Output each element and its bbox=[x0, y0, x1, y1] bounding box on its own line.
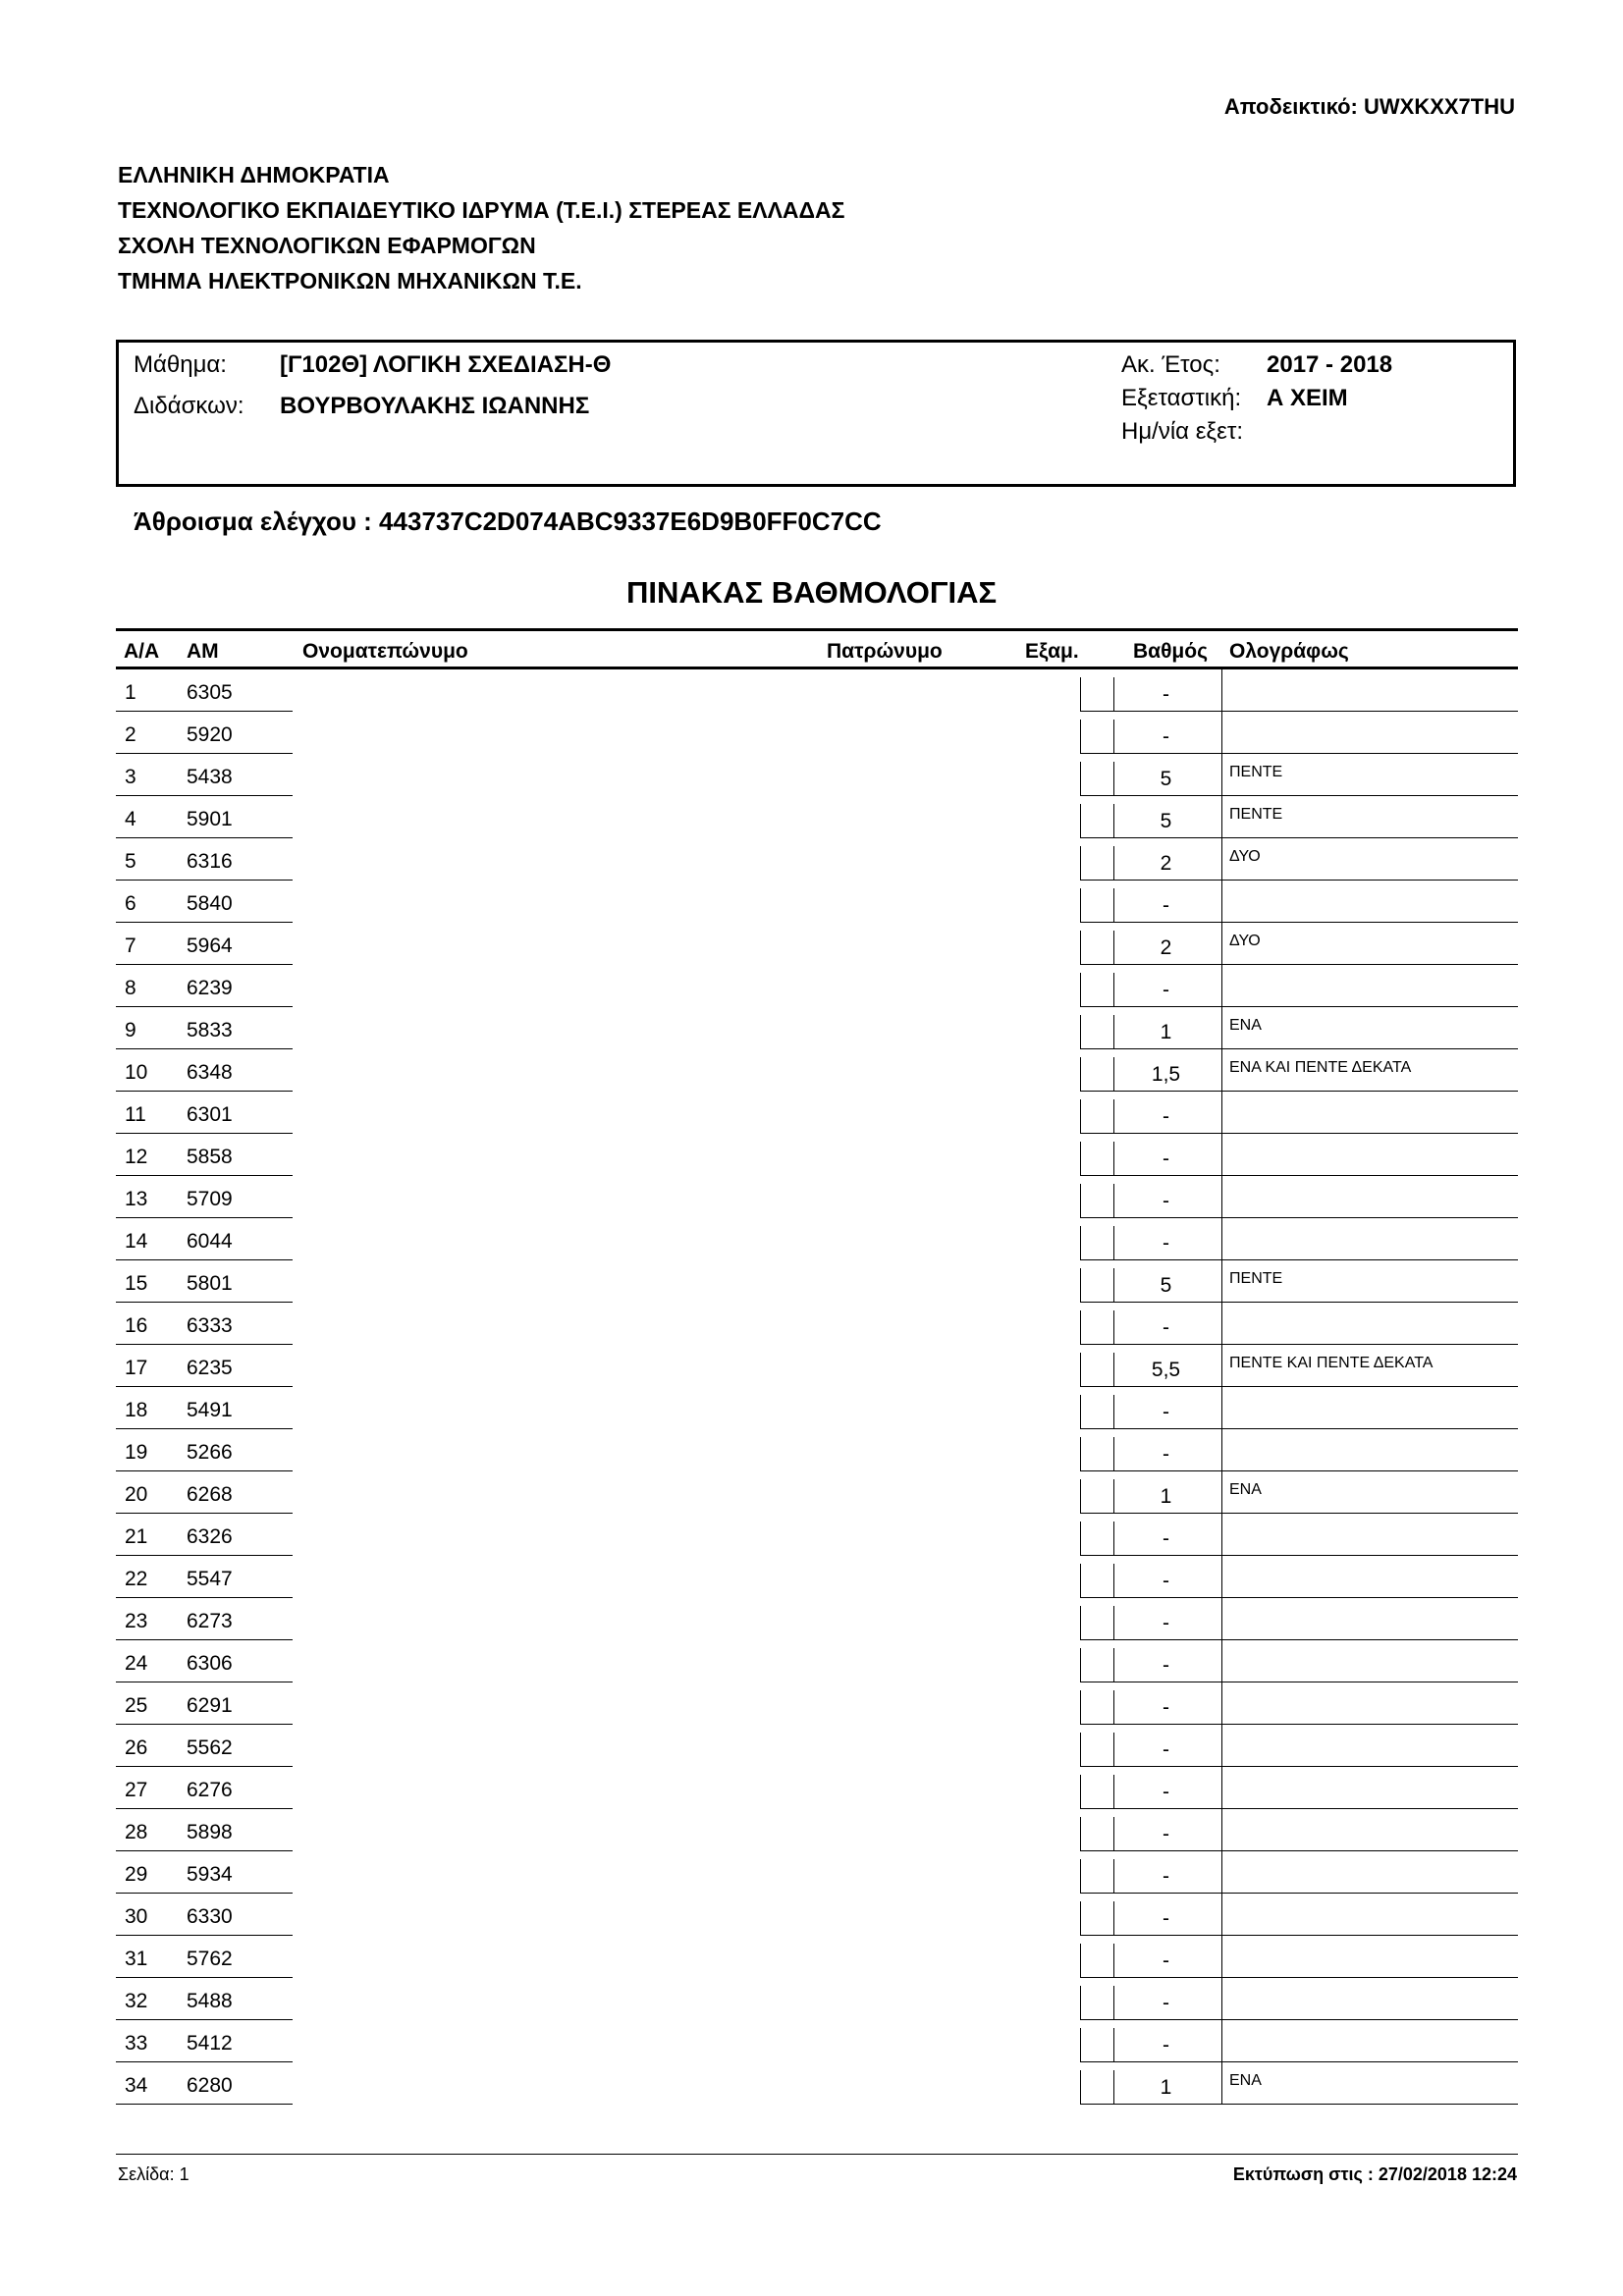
course-label: Μάθημα: bbox=[134, 351, 227, 378]
col-am-header: ΑΜ bbox=[187, 640, 219, 663]
row-aa: 23 bbox=[125, 1610, 148, 1632]
row-am: 6305 bbox=[187, 681, 233, 704]
row-grade: - bbox=[1163, 1781, 1169, 1803]
row-am: 6273 bbox=[187, 1610, 233, 1632]
row-rule bbox=[1221, 1809, 1222, 1850]
row-rule bbox=[1113, 1479, 1114, 1513]
row-am: 6276 bbox=[187, 1779, 233, 1801]
row-am: 6333 bbox=[187, 1314, 233, 1337]
row-am: 6326 bbox=[187, 1525, 233, 1548]
institution-header bbox=[118, 157, 844, 298]
row-rule bbox=[1080, 1901, 1081, 1935]
row-rule bbox=[1113, 1268, 1114, 1302]
row-rule bbox=[1113, 1775, 1114, 1808]
row-rule bbox=[1080, 1015, 1081, 1048]
exam-period-value: Α ΧΕΙΜ bbox=[1267, 385, 1348, 411]
row-rule bbox=[1113, 888, 1114, 922]
row-rule bbox=[1113, 2028, 1114, 2061]
row-rule bbox=[1080, 1057, 1081, 1091]
row-rule bbox=[1113, 1057, 1114, 1091]
row-rule bbox=[1221, 923, 1222, 964]
row-rule bbox=[1113, 677, 1114, 711]
row-rule bbox=[1221, 1767, 1222, 1808]
row-am: 5547 bbox=[187, 1568, 233, 1590]
teacher-label: Διδάσκων: bbox=[134, 393, 244, 419]
col-father-header: Πατρώνυμο bbox=[827, 640, 943, 663]
table-row bbox=[0, 712, 1623, 754]
row-rule bbox=[1221, 838, 1222, 880]
row-aa: 7 bbox=[125, 934, 136, 957]
row-am: 5920 bbox=[187, 723, 233, 746]
row-am: 6239 bbox=[187, 977, 233, 999]
row-grade: 5,5 bbox=[1151, 1359, 1181, 1381]
row-rule bbox=[1113, 1099, 1114, 1133]
row-grade: - bbox=[1163, 1654, 1169, 1677]
row-grade: - bbox=[1163, 1738, 1169, 1761]
row-rule bbox=[1080, 2028, 1081, 2061]
row-rule bbox=[1113, 1564, 1114, 1597]
row-grade: - bbox=[1163, 1907, 1169, 1930]
row-aa: 20 bbox=[125, 1483, 148, 1506]
table-row bbox=[0, 965, 1623, 1007]
row-rule bbox=[1113, 1522, 1114, 1555]
row-aa: 31 bbox=[125, 1948, 148, 1970]
row-grade: - bbox=[1163, 1232, 1169, 1255]
row-grade-in-words: ΠΕΝΤΕ bbox=[1229, 1270, 1283, 1287]
row-am: 5833 bbox=[187, 1019, 233, 1041]
row-aa: 16 bbox=[125, 1314, 148, 1337]
row-am: 5964 bbox=[187, 934, 233, 957]
row-am: 6235 bbox=[187, 1357, 233, 1379]
row-rule bbox=[1080, 1268, 1081, 1302]
row-rule bbox=[1080, 1310, 1081, 1344]
row-rule bbox=[1113, 1395, 1114, 1428]
row-rule bbox=[1221, 1049, 1222, 1091]
row-aa: 27 bbox=[125, 1779, 148, 1801]
row-rule bbox=[1221, 754, 1222, 795]
row-rule bbox=[1113, 846, 1114, 880]
row-rule bbox=[1221, 1556, 1222, 1597]
table-row bbox=[0, 1556, 1623, 1598]
row-grade: 1 bbox=[1160, 1485, 1172, 1508]
page-number: Σελίδα: 1 bbox=[118, 2164, 189, 2184]
table-row bbox=[0, 2020, 1623, 2062]
row-aa: 29 bbox=[125, 1863, 148, 1886]
table-row bbox=[0, 754, 1623, 796]
row-rule bbox=[1080, 1944, 1081, 1977]
row-rule bbox=[1221, 965, 1222, 1006]
row-rule bbox=[1221, 1514, 1222, 1555]
row-grade: - bbox=[1163, 683, 1169, 706]
footer-divider bbox=[116, 2154, 1518, 2155]
course-value: [Γ102Θ] ΛΟΓΙΚΗ ΣΧΕΔΙΑΣΗ-Θ bbox=[280, 351, 612, 378]
row-rule bbox=[1113, 762, 1114, 795]
row-am: 5801 bbox=[187, 1272, 233, 1295]
row-rule bbox=[1080, 1479, 1081, 1513]
row-rule bbox=[1080, 720, 1081, 753]
row-grade-in-words: ΕΝΑ ΚΑΙ ΠΕΝΤΕ ΔΕΚΑΤΑ bbox=[1229, 1059, 1412, 1076]
row-grade: - bbox=[1163, 1612, 1169, 1634]
row-rule bbox=[1080, 1522, 1081, 1555]
row-rule bbox=[1221, 881, 1222, 922]
row-rule bbox=[1080, 1775, 1081, 1808]
row-rule bbox=[1080, 1184, 1081, 1217]
row-grade: - bbox=[1163, 1992, 1169, 2014]
row-aa: 34 bbox=[125, 2074, 148, 2097]
row-rule bbox=[1113, 1184, 1114, 1217]
row-aa: 11 bbox=[125, 1103, 146, 1126]
row-am: 6044 bbox=[187, 1230, 233, 1253]
table-row bbox=[0, 1682, 1623, 1725]
row-aa: 14 bbox=[125, 1230, 148, 1253]
row-rule bbox=[1113, 1310, 1114, 1344]
table-row bbox=[0, 1429, 1623, 1471]
row-rule bbox=[1221, 2020, 1222, 2061]
row-am: 6330 bbox=[187, 1905, 233, 1928]
table-row bbox=[0, 1387, 1623, 1429]
row-am: 5762 bbox=[187, 1948, 233, 1970]
row-aa: 13 bbox=[125, 1188, 148, 1210]
row-grade: - bbox=[1163, 1443, 1169, 1466]
table-title: ΠΙΝΑΚΑΣ ΒΑΘΜΟΛΟΓΙΑΣ bbox=[625, 575, 998, 610]
row-grade: - bbox=[1163, 2034, 1169, 2056]
row-rule bbox=[1113, 2070, 1114, 2104]
row-rule bbox=[1221, 1725, 1222, 1766]
row-aa: 25 bbox=[125, 1694, 148, 1717]
row-rule bbox=[1113, 720, 1114, 753]
table-row bbox=[0, 1598, 1623, 1640]
row-rule bbox=[1080, 1690, 1081, 1724]
row-rule bbox=[1080, 1606, 1081, 1639]
row-rule bbox=[1113, 1859, 1114, 1893]
table-row bbox=[0, 669, 1623, 712]
row-rule bbox=[1080, 1142, 1081, 1175]
row-grade: - bbox=[1163, 1823, 1169, 1845]
row-aa: 17 bbox=[125, 1357, 148, 1379]
row-aa: 33 bbox=[125, 2032, 148, 2055]
row-aa: 6 bbox=[125, 892, 136, 915]
table-row bbox=[0, 1049, 1623, 1092]
row-grade-in-words: ΔΥΟ bbox=[1229, 848, 1261, 865]
row-grade: - bbox=[1163, 1949, 1169, 1972]
row-rule bbox=[1080, 1437, 1081, 1470]
year-value: 2017 - 2018 bbox=[1267, 351, 1393, 378]
row-am: 6291 bbox=[187, 1694, 233, 1717]
table-row bbox=[0, 1007, 1623, 1049]
row-rule bbox=[1221, 1682, 1222, 1724]
row-grade: 2 bbox=[1160, 936, 1172, 959]
table-row bbox=[0, 1936, 1623, 1978]
row-rule bbox=[1080, 2104, 1518, 2105]
table-row bbox=[0, 1809, 1623, 1851]
row-grade-in-words: ΕΝΑ bbox=[1229, 2072, 1262, 2089]
checksum: Άθροισμα ελέγχου : 443737C2D074ABC9337E6D9B0FF0C7CC bbox=[134, 507, 882, 536]
row-aa: 9 bbox=[125, 1019, 136, 1041]
row-rule bbox=[1113, 1817, 1114, 1850]
row-rule bbox=[1080, 762, 1081, 795]
row-rule bbox=[1221, 1936, 1222, 1977]
row-rule bbox=[1113, 1733, 1114, 1766]
row-rule bbox=[1221, 1134, 1222, 1175]
institution-line-department: ΤΜΗΜΑ ΗΛΕΚΤΡΟΝΙΚΩΝ ΜΗΧΑΝΙΚΩΝ Τ.Ε. bbox=[118, 268, 582, 294]
row-grade: - bbox=[1163, 1570, 1169, 1592]
row-rule bbox=[1221, 1260, 1222, 1302]
row-am: 5491 bbox=[187, 1399, 233, 1421]
table-row bbox=[0, 1725, 1623, 1767]
row-grade: - bbox=[1163, 894, 1169, 917]
row-grade: - bbox=[1163, 1316, 1169, 1339]
row-rule bbox=[1113, 1986, 1114, 2019]
table-row bbox=[0, 1767, 1623, 1809]
table-row bbox=[0, 796, 1623, 838]
row-aa: 21 bbox=[125, 1525, 148, 1548]
row-grade: - bbox=[1163, 1190, 1169, 1212]
row-rule bbox=[1080, 1648, 1081, 1682]
row-grade-in-words: ΕΝΑ bbox=[1229, 1017, 1262, 1034]
row-rule bbox=[1221, 1176, 1222, 1217]
row-aa: 28 bbox=[125, 1821, 148, 1843]
row-rule bbox=[1080, 931, 1081, 964]
row-rule bbox=[1080, 1226, 1081, 1259]
row-rule bbox=[1080, 2070, 1081, 2104]
row-grade: 5 bbox=[1160, 1274, 1172, 1297]
row-grade: 1 bbox=[1160, 1021, 1172, 1043]
table-row bbox=[0, 1218, 1623, 1260]
row-rule bbox=[1113, 1353, 1114, 1386]
row-rule bbox=[1221, 796, 1222, 837]
table-row bbox=[0, 1514, 1623, 1556]
row-rule bbox=[1221, 1851, 1222, 1893]
col-name-header: Ονοματεπώνυμο bbox=[302, 640, 468, 663]
row-aa: 19 bbox=[125, 1441, 148, 1464]
table-row bbox=[0, 1092, 1623, 1134]
row-rule bbox=[1113, 1226, 1114, 1259]
institution-line-country: ΕΛΛΗΝΙΚΗ ΔΗΜΟΚΡΑΤΙΑ bbox=[118, 162, 390, 187]
row-grade: - bbox=[1163, 1105, 1169, 1128]
row-grade-in-words: ΔΥΟ bbox=[1229, 933, 1261, 949]
row-grade-in-words: ΕΝΑ bbox=[1229, 1481, 1262, 1498]
row-grade: - bbox=[1163, 1401, 1169, 1423]
col-words-header: Ολογράφως bbox=[1229, 640, 1349, 663]
row-aa: 18 bbox=[125, 1399, 148, 1421]
row-rule bbox=[1080, 1099, 1081, 1133]
row-am: 5901 bbox=[187, 808, 233, 830]
row-grade: - bbox=[1163, 979, 1169, 1001]
table-row bbox=[0, 881, 1623, 923]
row-rule bbox=[1221, 1978, 1222, 2019]
row-am: 5562 bbox=[187, 1736, 233, 1759]
institution-line-school: ΣΧΟΛΗ ΤΕΧΝΟΛΟΓΙΚΩΝ ΕΦΑΡΜΟΓΩΝ bbox=[118, 233, 536, 258]
row-rule bbox=[1113, 1690, 1114, 1724]
row-aa: 5 bbox=[125, 850, 136, 873]
row-rule bbox=[1221, 1598, 1222, 1639]
col-semester-header: Εξαμ. bbox=[1025, 640, 1079, 663]
table-row bbox=[0, 1640, 1623, 1682]
row-rule bbox=[1080, 973, 1081, 1006]
row-am: 5488 bbox=[187, 1990, 233, 2012]
row-am: 6316 bbox=[187, 850, 233, 873]
row-grade: - bbox=[1163, 1865, 1169, 1888]
row-grade: - bbox=[1163, 1148, 1169, 1170]
row-rule bbox=[1113, 931, 1114, 964]
row-rule bbox=[1221, 1007, 1222, 1048]
row-rule bbox=[1080, 846, 1081, 880]
row-rule bbox=[1113, 1437, 1114, 1470]
row-aa: 30 bbox=[125, 1905, 148, 1928]
row-aa: 3 bbox=[125, 766, 136, 788]
row-grade: 1 bbox=[1160, 2076, 1172, 2099]
row-rule bbox=[1221, 1429, 1222, 1470]
institution-line-university: ΤΕΧΝΟΛΟΓΙΚΟ ΕΚΠΑΙΔΕΥΤΙΚΟ ΙΔΡΥΜΑ (Τ.Ε.Ι.) ΣΤΕΡΕΑΣ ΕΛΛΑΔΑΣ bbox=[118, 197, 845, 223]
row-rule bbox=[1080, 1859, 1081, 1893]
row-am: 6280 bbox=[187, 2074, 233, 2097]
row-grade: - bbox=[1163, 1527, 1169, 1550]
row-rule bbox=[1113, 1648, 1114, 1682]
row-rule bbox=[1080, 1986, 1081, 2019]
year-label: Ακ. Έτος: bbox=[1121, 351, 1220, 378]
table-row bbox=[0, 1978, 1623, 2020]
table-row bbox=[0, 1260, 1623, 1303]
row-rule bbox=[1080, 1395, 1081, 1428]
row-grade-in-words: ΠΕΝΤΕ bbox=[1229, 764, 1283, 780]
receipt-code: Αποδεικτικό: UWXKXX7THU bbox=[1223, 94, 1515, 119]
row-rule bbox=[1221, 1894, 1222, 1935]
row-aa: 26 bbox=[125, 1736, 148, 1759]
row-grade-in-words: ΠΕΝΤΕ ΚΑΙ ΠΕΝΤΕ ΔΕΚΑΤΑ bbox=[1229, 1355, 1434, 1371]
row-am: 6268 bbox=[187, 1483, 233, 1506]
exam-period-label: Εξεταστική: bbox=[1121, 385, 1242, 411]
row-am: 5898 bbox=[187, 1821, 233, 1843]
table-row bbox=[0, 1894, 1623, 1936]
teacher-value: ΒΟΥΡΒΟΥΛΑΚΗΣ ΙΩΑΝΝΗΣ bbox=[280, 393, 590, 419]
row-rule bbox=[1080, 1733, 1081, 1766]
col-grade-header: Βαθμός bbox=[1133, 640, 1209, 663]
row-aa: 24 bbox=[125, 1652, 148, 1675]
row-grade: 1,5 bbox=[1151, 1063, 1181, 1086]
row-aa: 22 bbox=[125, 1568, 148, 1590]
row-grade: - bbox=[1163, 1696, 1169, 1719]
row-rule bbox=[1080, 888, 1081, 922]
row-rule bbox=[1221, 1345, 1222, 1386]
row-am: 5840 bbox=[187, 892, 233, 915]
table-row bbox=[0, 1471, 1623, 1514]
table-row bbox=[0, 1851, 1623, 1894]
row-aa: 2 bbox=[125, 723, 136, 746]
row-am: 5412 bbox=[187, 2032, 233, 2055]
row-rule bbox=[116, 2104, 293, 2105]
row-rule bbox=[1113, 1142, 1114, 1175]
row-rule bbox=[1221, 1387, 1222, 1428]
row-rule bbox=[1113, 973, 1114, 1006]
row-aa: 15 bbox=[125, 1272, 148, 1295]
row-aa: 10 bbox=[125, 1061, 148, 1084]
row-grade: 2 bbox=[1160, 852, 1172, 875]
row-rule bbox=[1221, 1471, 1222, 1513]
row-rule bbox=[1221, 2062, 1222, 2104]
table-row bbox=[0, 1134, 1623, 1176]
row-am: 5266 bbox=[187, 1441, 233, 1464]
row-am: 6301 bbox=[187, 1103, 233, 1126]
row-rule bbox=[1080, 804, 1081, 837]
row-rule bbox=[1080, 1564, 1081, 1597]
row-am: 5709 bbox=[187, 1188, 233, 1210]
row-rule bbox=[1221, 1092, 1222, 1133]
row-rule bbox=[1080, 1353, 1081, 1386]
row-rule bbox=[1113, 1606, 1114, 1639]
row-aa: 32 bbox=[125, 1990, 148, 2012]
row-am: 6348 bbox=[187, 1061, 233, 1084]
row-aa: 1 bbox=[125, 681, 136, 704]
table-header bbox=[116, 628, 1518, 669]
row-rule bbox=[1080, 677, 1081, 711]
table-row bbox=[0, 1176, 1623, 1218]
table-row bbox=[0, 1303, 1623, 1345]
row-rule bbox=[1221, 712, 1222, 753]
row-rule bbox=[1221, 1640, 1222, 1682]
row-rule bbox=[1080, 1817, 1081, 1850]
row-rule bbox=[1221, 669, 1222, 711]
row-rule bbox=[1221, 1218, 1222, 1259]
row-aa: 4 bbox=[125, 808, 136, 830]
table-row bbox=[0, 1345, 1623, 1387]
print-timestamp: Εκτύπωση στις : 27/02/2018 12:24 bbox=[1232, 2164, 1517, 2184]
exam-date-label: Ημ/νία εξετ: bbox=[1121, 418, 1243, 445]
row-grade: 5 bbox=[1160, 768, 1172, 790]
row-rule bbox=[1113, 1901, 1114, 1935]
row-grade-in-words: ΠΕΝΤΕ bbox=[1229, 806, 1283, 823]
row-am: 6306 bbox=[187, 1652, 233, 1675]
row-grade: 5 bbox=[1160, 810, 1172, 832]
table-row bbox=[0, 923, 1623, 965]
row-rule bbox=[1113, 804, 1114, 837]
table-row bbox=[0, 2062, 1623, 2105]
row-am: 5438 bbox=[187, 766, 233, 788]
row-rule bbox=[1221, 1303, 1222, 1344]
row-aa: 8 bbox=[125, 977, 136, 999]
row-am: 5934 bbox=[187, 1863, 233, 1886]
table-row bbox=[0, 838, 1623, 881]
col-aa-header: Α/Α bbox=[124, 640, 160, 663]
row-grade: - bbox=[1163, 725, 1169, 748]
row-rule bbox=[1113, 1944, 1114, 1977]
row-am: 5858 bbox=[187, 1146, 233, 1168]
row-rule bbox=[1113, 1015, 1114, 1048]
row-aa: 12 bbox=[125, 1146, 148, 1168]
